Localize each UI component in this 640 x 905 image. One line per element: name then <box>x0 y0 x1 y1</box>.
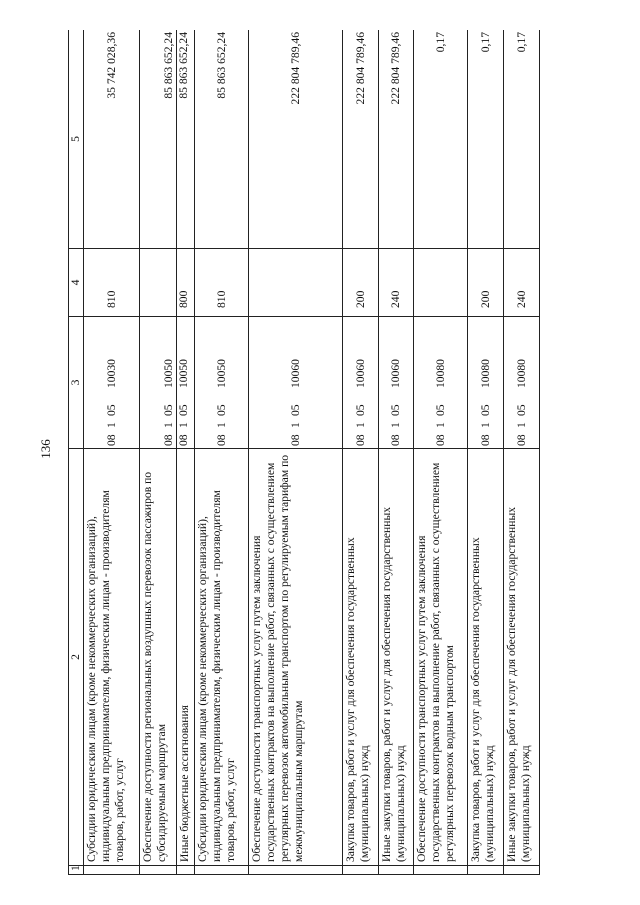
code-segment: 08 <box>288 434 302 446</box>
row-empty-cell <box>195 866 249 875</box>
code-segment: 1 <box>478 422 492 428</box>
code-segment: 1 <box>353 422 367 428</box>
code-segment: 08 <box>104 434 118 446</box>
row-expense-type: 200 <box>468 249 504 317</box>
header-col-5: 5 <box>69 30 84 249</box>
budget-table <box>68 30 540 875</box>
table-row <box>84 30 140 875</box>
row-amount: 35 742 028,36 <box>84 30 140 249</box>
code-segment: 05 <box>177 404 190 416</box>
code-segment: 08 <box>433 434 447 446</box>
code-segment: 10060 <box>288 359 302 388</box>
row-empty-cell <box>468 866 504 875</box>
row-empty-cell <box>177 866 195 875</box>
table-row <box>414 30 468 875</box>
row-code <box>249 317 343 449</box>
code-segment: 1 <box>214 422 228 428</box>
row-expense-type: 240 <box>504 249 540 317</box>
row-name: Закупка товаров, работ и услуг для обеспечения государственных (муниципальных) нужд <box>468 449 504 866</box>
row-amount: 85 863 652,24 <box>177 30 195 249</box>
row-code <box>343 317 379 449</box>
row-code <box>414 317 468 449</box>
header-col-1: 1 <box>69 866 84 875</box>
row-expense-type: 200 <box>343 249 379 317</box>
row-name: Иные бюджетные ассигнования <box>177 449 195 866</box>
code-segment: 10060 <box>389 359 402 388</box>
row-empty-cell <box>140 866 177 875</box>
row-empty-cell <box>343 866 379 875</box>
code-segment: 05 <box>214 404 228 416</box>
table-row <box>468 30 504 875</box>
row-name: Иные закупки товаров, работ и услуг для обеспечения государственных (муниципальных) нужд <box>504 449 540 866</box>
table-row <box>249 30 343 875</box>
code-segment: 08 <box>162 434 175 446</box>
row-name: Обеспечение доступности региональных воздушных перевозок пассажиров по субсидируемым маршрутам <box>140 449 177 866</box>
code-segment: 10050 <box>214 359 228 388</box>
code-segment: 08 <box>214 434 228 446</box>
code-segment: 1 <box>433 422 447 428</box>
row-amount: 0,17 <box>468 30 504 249</box>
code-segment: 05 <box>288 404 302 416</box>
row-empty-cell <box>84 866 140 875</box>
row-amount: 222 804 789,46 <box>379 30 414 249</box>
row-code <box>379 317 414 449</box>
budget-table-container <box>68 30 588 875</box>
row-amount: 85 863 652,24 <box>195 30 249 249</box>
code-segment: 10080 <box>514 359 528 388</box>
code-segment: 1 <box>104 422 118 428</box>
code-segment: 05 <box>389 404 402 416</box>
code-segment: 1 <box>177 422 190 428</box>
code-segment: 10030 <box>104 359 118 388</box>
row-expense-type <box>414 249 468 317</box>
code-segment: 05 <box>353 404 367 416</box>
code-segment: 1 <box>162 422 175 428</box>
code-segment: 10060 <box>353 359 367 388</box>
table-row <box>379 30 414 875</box>
header-col-2: 2 <box>69 449 84 866</box>
table-row <box>177 30 195 875</box>
code-segment: 05 <box>478 404 492 416</box>
row-amount: 222 804 789,46 <box>343 30 379 249</box>
code-segment: 1 <box>288 422 302 428</box>
row-empty-cell <box>504 866 540 875</box>
row-name: Закупка товаров, работ и услуг для обеспечения государственных (муниципальных) нужд <box>343 449 379 866</box>
row-expense-type: 240 <box>379 249 414 317</box>
rotated-table-frame <box>68 30 588 875</box>
row-amount: 222 804 789,46 <box>249 30 343 249</box>
code-segment: 08 <box>514 434 528 446</box>
row-expense-type: 810 <box>195 249 249 317</box>
code-segment: 08 <box>389 434 402 446</box>
table-row <box>195 30 249 875</box>
row-amount: 0,17 <box>414 30 468 249</box>
code-segment: 1 <box>514 422 528 428</box>
row-code <box>504 317 540 449</box>
code-segment: 05 <box>104 404 118 416</box>
header-col-4: 4 <box>69 249 84 317</box>
table-row <box>140 30 177 875</box>
row-code <box>84 317 140 449</box>
row-code <box>140 317 177 449</box>
row-name: Иные закупки товаров, работ и услуг для обеспечения государственных (муниципальных) нужд <box>379 449 414 866</box>
header-col-3: 3 <box>69 317 84 449</box>
row-amount: 85 863 652,24 <box>140 30 177 249</box>
row-name: Обеспечение доступности транспортных услуг путем заключения государственных контрактов на выполнение работ, связанных с осуществлением регулярных перевозок водным транспортом <box>414 449 468 866</box>
row-code <box>177 317 195 449</box>
row-expense-type: 800 <box>177 249 195 317</box>
row-amount: 0,17 <box>504 30 540 249</box>
row-expense-type <box>140 249 177 317</box>
row-code <box>468 317 504 449</box>
code-segment: 1 <box>389 422 402 428</box>
row-name: Субсидии юридическим лицам (кроме некоммерческих организаций), индивидуальным предпринимателям, физическим лицам - производителям товаров, работ, услуг <box>195 449 249 866</box>
code-segment: 10050 <box>162 359 175 388</box>
code-segment: 08 <box>353 434 367 446</box>
code-segment: 10080 <box>433 359 447 388</box>
page-number: 136 <box>38 439 53 459</box>
row-code <box>195 317 249 449</box>
row-empty-cell <box>379 866 414 875</box>
code-segment: 08 <box>478 434 492 446</box>
code-segment: 10050 <box>177 359 190 388</box>
header-row <box>69 30 84 875</box>
row-empty-cell <box>414 866 468 875</box>
code-segment: 08 <box>177 434 190 446</box>
code-segment: 05 <box>433 404 447 416</box>
table-row <box>504 30 540 875</box>
row-expense-type: 810 <box>84 249 140 317</box>
code-segment: 05 <box>162 404 175 416</box>
code-segment: 10080 <box>478 359 492 388</box>
table-row <box>343 30 379 875</box>
row-expense-type <box>249 249 343 317</box>
row-name: Обеспечение доступности транспортных услуг путем заключения государственных контрактов на выполнение работ, связанных с осуществлением регулярных перевозок автомобильным транспортом по регулируемым тарифам по межмуниципальным маршрутам <box>249 449 343 866</box>
row-empty-cell <box>249 866 343 875</box>
code-segment: 05 <box>514 404 528 416</box>
row-name: Субсидии юридическим лицам (кроме некоммерческих организаций), индивидуальным предпринимателям, физическим лицам - производителям товаров, работ, услуг <box>84 449 140 866</box>
